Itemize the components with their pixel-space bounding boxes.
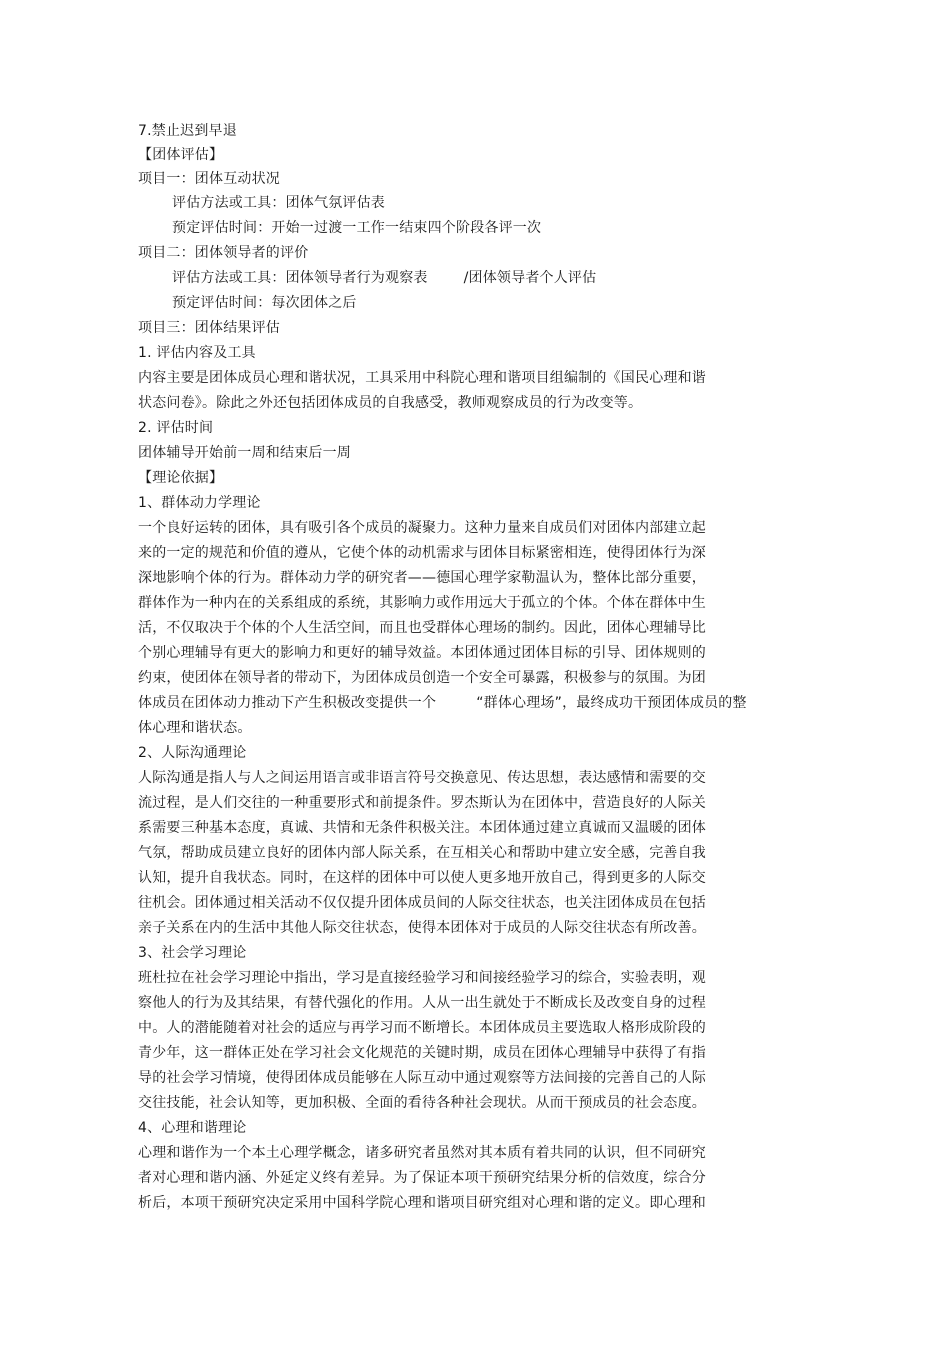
subheading-evaluation-time: 2. 评估时间	[138, 420, 214, 436]
paragraph-line: 心理和谐作为一个本土心理学概念，诸多研究者虽然对其本质有着共同的认识，但不同研究	[138, 1145, 706, 1161]
paragraph-line	[138, 693, 747, 713]
paragraph-line: 活，不仅取决于个体的个人生活空间，而且也受群体心理场的制约。因此，团体心理辅导比	[138, 620, 706, 636]
rule-item-7: 7.禁止迟到早退	[138, 123, 237, 139]
paragraph-line: 来的一定的规范和价值的遵从，它使个体的动机需求与团体目标紧密相连，使得团体行为深	[138, 545, 706, 561]
paragraph-line: 约束，使团体在领导者的带动下，为团体成员创造一个安全可暴露，积极参与的氛围。为团	[138, 670, 706, 686]
paragraph-line: 往机会。团体通过相关活动不仅仅提升团体成员间的人际交往状态，也关注团体成员在包括	[138, 895, 706, 911]
paragraph-line-part1: 体成员在团体动力推动下产生积极改变提供一个	[138, 695, 437, 711]
paragraph-line: 交往技能，社会认知等，更加积极、全面的看待各种社会现状。从而干预成员的社会态度。	[138, 1095, 706, 1111]
section-heading-theory: 【理论依据】	[138, 470, 224, 486]
evaluation-item-2-method-part2: /团体领导者个人评估	[463, 270, 597, 286]
paragraph-line: 中。人的潜能随着对社会的适应与再学习而不断增长。本团体成员主要选取人格形成阶段的	[138, 1020, 706, 1036]
paragraph-line: 析后，本项干预研究决定采用中国科学院心理和谐项目研究组对心理和谐的定义。即心理和	[138, 1195, 706, 1211]
paragraph-line-part2: “群体心理场”，最终成功干预团体成员的整	[476, 695, 747, 711]
evaluation-item-3: 项目三：团体结果评估	[138, 320, 280, 336]
paragraph-line: 深地影响个体的行为。群体动力学的研究者——德国心理学家勒温认为，整体比部分重要，	[138, 570, 706, 586]
evaluation-item-2-method-part1: 评估方法或工具：团体领导者行为观察表	[172, 270, 428, 286]
evaluation-item-1-time: 预定评估时间：开始一过渡一工作一结束四个阶段各评一次	[172, 220, 542, 236]
paragraph-line: 气氛，帮助成员建立良好的团体内部人际关系，在互相关心和帮助中建立安全感，完善自我	[138, 845, 706, 861]
evaluation-item-2-time: 预定评估时间：每次团体之后	[172, 295, 357, 311]
subheading-group-dynamics: 1、群体动力学理论	[138, 495, 261, 511]
evaluation-item-2: 项目二：团体领导者的评价	[138, 245, 309, 261]
paragraph-line: 人际沟通是指人与人之间运用语言或非语言符号交换意见、传达思想，表达感情和需要的交	[138, 770, 706, 786]
paragraph-line: 个别心理辅导有更大的影响力和更好的辅导效益。本团体通过团体目标的引导、团体规则的	[138, 645, 706, 661]
evaluation-item-1: 项目一：团体互动状况	[138, 171, 280, 187]
subheading-interpersonal-communication: 2、人际沟通理论	[138, 745, 247, 761]
subheading-social-learning: 3、社会学习理论	[138, 945, 247, 961]
paragraph-line: 班杜拉在社会学习理论中指出，学习是直接经验学习和间接经验学习的综合，实验表明，观	[138, 970, 706, 986]
paragraph-line: 系需要三种基本态度，真诚、共情和无条件积极关注。本团体通过建立真诚而又温暖的团体	[138, 820, 706, 836]
evaluation-item-2-method	[172, 268, 596, 288]
paragraph-line: 体心理和谐状态。	[138, 720, 252, 736]
paragraph-line: 内容主要是团体成员心理和谐状况，工具采用中科院心理和谐项目组编制的《国民心理和谐	[138, 370, 706, 386]
paragraph-line: 一个良好运转的团体，具有吸引各个成员的凝聚力。这种力量来自成员们对团体内部建立起	[138, 520, 706, 536]
paragraph-line: 群体作为一种内在的关系组成的系统，其影响力或作用远大于孤立的个体。个体在群体中生	[138, 595, 706, 611]
evaluation-item-1-method: 评估方法或工具：团体气氛评估表	[172, 195, 385, 211]
paragraph-line: 状态问卷》。除此之外还包括团体成员的自我感受，教师观察成员的行为改变等。	[138, 395, 643, 411]
paragraph-line: 导的社会学习情境，使得团体成员能够在人际互动中通过观察等方法间接的完善自己的人际	[138, 1070, 706, 1086]
paragraph-line: 流过程，是人们交往的一种重要形式和前提条件。罗杰斯认为在团体中，营造良好的人际关	[138, 795, 706, 811]
section-heading-group-evaluation: 【团体评估】	[138, 147, 224, 163]
paragraph-line: 亲子关系在内的生活中其他人际交往状态，使得本团体对于成员的人际交往状态有所改善。	[138, 920, 706, 936]
paragraph-line: 者对心理和谐内涵、外延定义终有差异。为了保证本项干预研究结果分析的信效度，综合分	[138, 1170, 706, 1186]
subheading-content-tools: 1. 评估内容及工具	[138, 345, 256, 361]
paragraph-line: 察他人的行为及其结果，有替代强化的作用。人从一出生就处于不断成长及改变自身的过程	[138, 995, 706, 1011]
paragraph-line: 团体辅导开始前一周和结束后一周	[138, 445, 351, 461]
paragraph-line: 青少年，这一群体正处在学习社会文化规范的关键时期，成员在团体心理辅导中获得了有指	[138, 1045, 706, 1061]
paragraph-line: 认知，提升自我状态。同时，在这样的团体中可以使人更多地开放自己，得到更多的人际交	[138, 870, 706, 886]
subheading-psychological-harmony: 4、心理和谐理论	[138, 1120, 247, 1136]
